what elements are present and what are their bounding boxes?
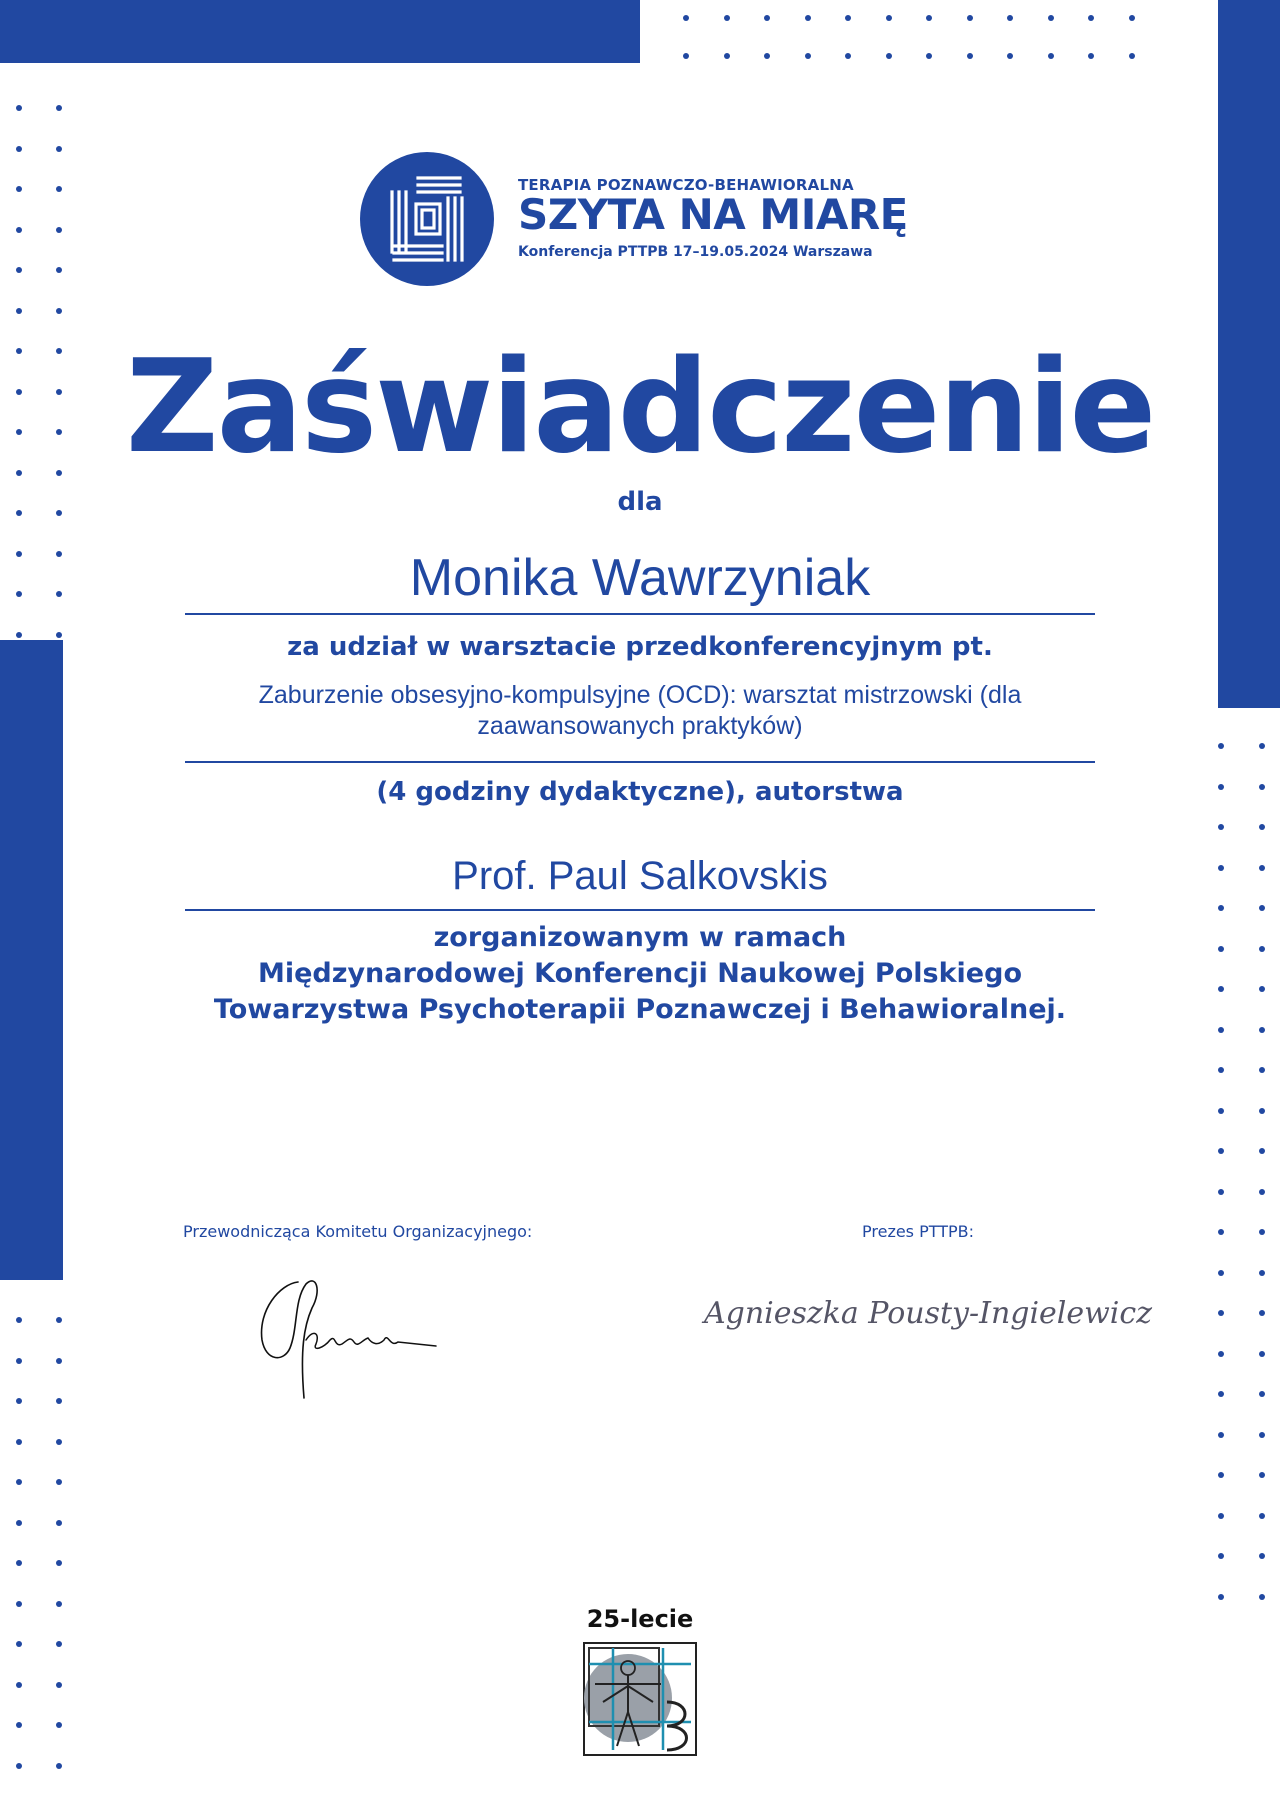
decorative-dot (764, 15, 770, 21)
decorative-dot (926, 15, 932, 21)
decorative-dot (845, 15, 851, 21)
decorative-dot (16, 1641, 22, 1647)
decorative-dot (1259, 1108, 1265, 1114)
decorative-dot (56, 1479, 62, 1485)
decorative-dot (1129, 53, 1135, 59)
decorative-dot (1218, 1513, 1224, 1519)
decorative-dot (967, 53, 973, 59)
decorative-dot (56, 1520, 62, 1526)
decorative-dot (1259, 1472, 1265, 1478)
decorative-dot (16, 1317, 22, 1323)
decorative-dot (16, 308, 22, 314)
decorative-dot (1218, 1067, 1224, 1073)
decorative-dot (886, 53, 892, 59)
decorative-dot (1048, 15, 1054, 21)
decorative-dot (16, 1439, 22, 1445)
decorative-dot (1218, 905, 1224, 911)
decorative-dot (1218, 1270, 1224, 1276)
decorative-dot (805, 53, 811, 59)
anniversary-label: 25-lecie (586, 1605, 694, 1633)
decorative-dot (1218, 824, 1224, 830)
decorative-dot (56, 146, 62, 152)
decorative-dot (1007, 15, 1013, 21)
decorative-dot (1259, 1229, 1265, 1235)
decorative-dot (1218, 1229, 1224, 1235)
decorative-dot (56, 1358, 62, 1364)
decorative-dot (56, 1722, 62, 1728)
decorative-dot (16, 1560, 22, 1566)
for-label: dla (617, 487, 663, 517)
decorative-dot (1259, 743, 1265, 749)
decorative-dot (56, 105, 62, 111)
decorative-dot (56, 1601, 62, 1607)
decorative-dot (1218, 743, 1224, 749)
participation-text: za udział w warsztacie przedkonferencyjnym pt. (287, 632, 993, 662)
logo-title: SZYTA NA MIARĘ (518, 190, 908, 239)
decorative-dot (1259, 1553, 1265, 1559)
decorative-dot (56, 1398, 62, 1404)
handwritten-signature (700, 1275, 1160, 1355)
decorative-dot (683, 15, 689, 21)
decorative-dot (56, 186, 62, 192)
decorative-dot (1218, 1148, 1224, 1154)
decorative-dot (926, 53, 932, 59)
divider-line (185, 761, 1095, 763)
decorative-dot (56, 1317, 62, 1323)
decorative-dot (967, 15, 973, 21)
organized-line: Towarzystwa Psychoterapii Poznawczej i Behawioralnej. (213, 994, 1067, 1025)
decorative-dot (16, 1601, 22, 1607)
decorative-dot (1259, 1391, 1265, 1397)
decorative-dot (1088, 15, 1094, 21)
decorative-dot (1259, 1310, 1265, 1316)
decorative-dot (16, 146, 22, 152)
decorative-dot (1259, 824, 1265, 830)
decorative-dot (56, 1641, 62, 1647)
decorative-dot (1007, 53, 1013, 59)
decorative-dot (724, 53, 730, 59)
decorative-dot (1048, 53, 1054, 59)
decorative-dot (1259, 1351, 1265, 1357)
decorative-dot (1259, 1067, 1265, 1073)
decorative-dot (764, 53, 770, 59)
right-signature-label: Prezes PTTPB: (862, 1222, 975, 1241)
right-signature-text: Agnieszka Pousty-Ingielewicz (701, 1296, 1153, 1331)
decorative-dot (724, 15, 730, 21)
left-signature-label: Przewodnicząca Komitetu Organizacyjnego: (183, 1222, 533, 1241)
certificate-title: Zaświadczenie (125, 333, 1155, 482)
decorative-dot (16, 1520, 22, 1526)
conference-logo (360, 152, 960, 286)
woven-square-circle-icon (360, 152, 494, 286)
decorative-dot (56, 1439, 62, 1445)
decorative-dot (16, 1479, 22, 1485)
decorative-dot (1218, 1432, 1224, 1438)
decorative-dot (1259, 1432, 1265, 1438)
decorative-dot (56, 1682, 62, 1688)
decorative-dot (886, 15, 892, 21)
handwritten-signature-icon (250, 1270, 440, 1400)
organized-text (0, 920, 1280, 1028)
decorative-dot (683, 53, 689, 59)
logo-tagline: TERAPIA POZNAWCZO-BEHAWIORALNA (518, 176, 854, 194)
decorative-dot (1129, 15, 1135, 21)
hours-text: (4 godziny dydaktyczne), autorstwa (376, 777, 904, 807)
workshop-title: Zaburzenie obsesyjno-kompulsyjne (OCD): warsztat mistrzowski (dla zaawansowanych praktyków) (258, 681, 1022, 740)
decorative-dot (16, 1722, 22, 1728)
author-name: Prof. Paul Salkovskis (452, 854, 828, 898)
decorative-dot (16, 105, 22, 111)
decorative-dot (16, 186, 22, 192)
decorative-dot (1218, 1189, 1224, 1195)
decorative-dot (1218, 1351, 1224, 1357)
decorative-dot (1218, 1391, 1224, 1397)
decorative-dot (805, 15, 811, 21)
decorative-dot (1218, 1553, 1224, 1559)
decorative-dot (16, 1682, 22, 1688)
decorative-dot (56, 267, 62, 273)
decorative-dot (16, 267, 22, 273)
decorative-dot (1259, 1148, 1265, 1154)
top-left-band (0, 0, 640, 63)
decorative-dot (16, 1358, 22, 1364)
decorative-dot (1259, 1189, 1265, 1195)
decorative-dot (1218, 1310, 1224, 1316)
pttpb-vitruvian-logo-icon (583, 1642, 697, 1756)
decorative-dot (16, 227, 22, 233)
decorative-dot (1218, 1108, 1224, 1114)
decorative-dot (1088, 53, 1094, 59)
decorative-dot (1259, 905, 1265, 911)
recipient-name: Monika Wawrzyniak (409, 549, 871, 607)
decorative-dot (1218, 1594, 1224, 1600)
decorative-dot (56, 1763, 62, 1769)
decorative-dot (16, 1763, 22, 1769)
organized-line: Międzynarodowej Konferencji Naukowej Polskiego (257, 958, 1022, 989)
organized-line: zorganizowanym w ramach (433, 922, 847, 953)
decorative-dot (1259, 1513, 1265, 1519)
divider-line (185, 613, 1095, 615)
decorative-dot (16, 1398, 22, 1404)
decorative-dot (845, 53, 851, 59)
decorative-dot (56, 308, 62, 314)
divider-line (185, 909, 1095, 911)
decorative-dot (1218, 1472, 1224, 1478)
decorative-dot (1259, 1270, 1265, 1276)
logo-subtitle: Konferencja PTTPB 17–19.05.2024 Warszawa (518, 244, 873, 260)
decorative-dot (56, 227, 62, 233)
decorative-dot (56, 1560, 62, 1566)
decorative-dot (1259, 1594, 1265, 1600)
